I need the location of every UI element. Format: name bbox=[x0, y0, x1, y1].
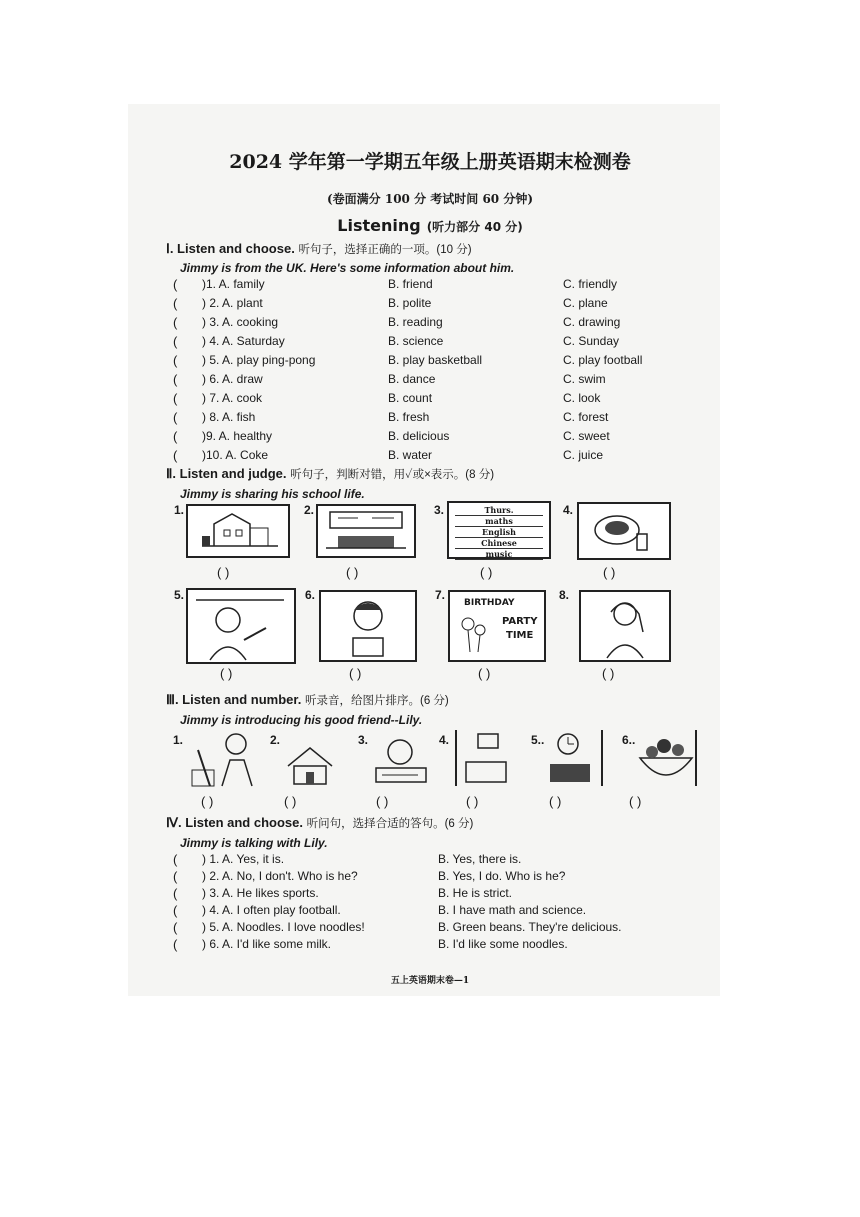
section-3-title: Ⅲ. Listen and number. bbox=[166, 692, 302, 707]
question-option-a: )9. A. healthy bbox=[202, 429, 273, 443]
question-option-c: C. sweet bbox=[563, 429, 610, 443]
answer-option-b: B. Green beans. They're delicious. bbox=[438, 920, 622, 934]
answer-bracket[interactable]: ( bbox=[173, 869, 178, 884]
answer-bracket[interactable]: ( bbox=[173, 937, 178, 952]
timetable-subject: English bbox=[455, 527, 543, 538]
question-option-b: B. fresh bbox=[388, 410, 430, 424]
girl-cleaning-icon bbox=[188, 730, 258, 788]
picture-boy-studying bbox=[368, 734, 434, 788]
picture-number: 2. bbox=[270, 733, 281, 747]
answer-bracket[interactable]: ( bbox=[173, 410, 178, 425]
section-3-instructions: 听录音，给图片排序。(6 分) bbox=[305, 695, 449, 707]
picture-birthday-poster bbox=[448, 590, 546, 662]
answer-bracket[interactable]: ( bbox=[173, 852, 178, 867]
section-4-intro: Jimmy is talking with Lily. bbox=[180, 836, 328, 850]
section-4-heading bbox=[166, 815, 473, 831]
timetable-subject: maths bbox=[455, 516, 543, 527]
section-2-instructions: 听句子，判断对错，用✓或×表示。(8 分) bbox=[290, 469, 495, 481]
question-option-b: B. dance bbox=[388, 372, 436, 386]
teacher-icon bbox=[188, 590, 294, 662]
timetable-day: Thurs. bbox=[455, 505, 543, 516]
section-1-title: Ⅰ. Listen and choose. bbox=[166, 241, 295, 256]
listening-heading bbox=[0, 216, 860, 235]
section-4-title: Ⅳ. Listen and choose. bbox=[166, 815, 303, 830]
picture-boy-reading bbox=[319, 590, 417, 662]
question-option-a: )10. A. Coke bbox=[202, 448, 269, 462]
picture-girl-playing bbox=[579, 590, 671, 662]
answer-bracket[interactable]: ( bbox=[173, 277, 178, 292]
question-option-a: )1. A. family bbox=[202, 277, 265, 291]
question-option-b: B. friend bbox=[388, 277, 433, 291]
picture-number: 5.. bbox=[531, 733, 545, 747]
question-option-c: C. forest bbox=[563, 410, 609, 424]
answer-bracket[interactable]: ( ) bbox=[549, 794, 562, 809]
answer-bracket[interactable]: ( ) bbox=[602, 666, 615, 681]
answer-option-b: B. Yes, there is. bbox=[438, 852, 522, 866]
section-3-heading bbox=[166, 692, 449, 708]
answer-bracket[interactable]: ( ) bbox=[376, 794, 389, 809]
picture-number: 4. bbox=[439, 733, 450, 747]
picture-number: 4. bbox=[563, 503, 574, 517]
picture-girl-cleaning bbox=[188, 730, 258, 788]
question-option-b: B. delicious bbox=[388, 429, 450, 443]
classroom-icon bbox=[318, 506, 414, 556]
answer-bracket[interactable]: ( bbox=[173, 920, 178, 935]
timetable-subject: Chinese bbox=[455, 538, 543, 549]
picture-number: 1. bbox=[173, 733, 184, 747]
question-option-a: ) 4. A. Saturday bbox=[202, 334, 285, 348]
answer-bracket[interactable]: ( bbox=[173, 372, 178, 387]
answer-option-a: ) 5. A. Noodles. I love noodles! bbox=[202, 920, 365, 934]
poster-text-birthday: BIRTHDAY bbox=[464, 598, 515, 608]
answer-bracket[interactable]: ( bbox=[173, 886, 178, 901]
timetable bbox=[449, 505, 549, 560]
poster-text-party: PARTY bbox=[502, 616, 538, 627]
answer-option-a: ) 3. A. He likes sports. bbox=[202, 886, 319, 900]
answer-option-b: B. I have math and science. bbox=[438, 903, 587, 917]
question-option-c: C. juice bbox=[563, 448, 604, 462]
section-3-intro: Jimmy is introducing his good friend--Lily. bbox=[180, 713, 423, 727]
picture-clock-desk bbox=[544, 728, 606, 788]
picture-food-plate bbox=[577, 502, 671, 560]
question-option-c: C. drawing bbox=[563, 315, 621, 329]
poster-text-time: TIME bbox=[506, 630, 534, 641]
balloons-icon bbox=[450, 592, 544, 660]
section-2-title: Ⅱ. Listen and judge. bbox=[166, 466, 287, 481]
house-icon bbox=[282, 740, 346, 788]
question-option-c: C. play football bbox=[563, 353, 643, 367]
question-option-a: ) 6. A. draw bbox=[202, 372, 263, 386]
answer-bracket[interactable]: ( bbox=[173, 315, 178, 330]
answer-option-b: B. I'd like some noodles. bbox=[438, 937, 568, 951]
question-option-b: B. reading bbox=[388, 315, 443, 329]
picture-timetable bbox=[447, 501, 551, 559]
question-option-c: C. plane bbox=[563, 296, 608, 310]
section-2-heading bbox=[166, 466, 494, 482]
timetable-subject: music bbox=[455, 549, 543, 560]
question-option-c: C. swim bbox=[563, 372, 606, 386]
picture-salad-bowl bbox=[634, 728, 698, 788]
picture-number: 8. bbox=[559, 588, 570, 602]
question-option-a: ) 2. A. plant bbox=[202, 296, 263, 310]
exam-subtitle: (卷面满分 100 分 考试时间 60 分钟) bbox=[327, 192, 533, 206]
answer-option-b: B. He is strict. bbox=[438, 886, 513, 900]
kitchen-icon bbox=[452, 728, 514, 788]
salad-bowl-icon bbox=[634, 728, 698, 788]
answer-option-a: ) 4. A. I often play football. bbox=[202, 903, 341, 917]
answer-bracket[interactable]: ( ) bbox=[466, 794, 479, 809]
page-footer: 五上英语期末卷—1 bbox=[390, 976, 470, 986]
answer-option-a: ) 2. A. No, I don't. Who is he? bbox=[202, 869, 358, 883]
listening-points: (听力部分 40 分) bbox=[426, 220, 523, 234]
answer-bracket[interactable]: ( ) bbox=[220, 666, 233, 681]
picture-kitchen bbox=[452, 728, 514, 788]
question-option-b: B. water bbox=[388, 448, 433, 462]
question-option-a: ) 3. A. cooking bbox=[202, 315, 279, 329]
picture-classroom bbox=[316, 504, 416, 558]
picture-number: 3. bbox=[434, 503, 445, 517]
question-option-c: C. Sunday bbox=[563, 334, 620, 348]
girl-playing-icon bbox=[581, 592, 669, 660]
listening-label: Listening bbox=[337, 216, 421, 235]
picture-teacher bbox=[186, 588, 296, 664]
answer-bracket[interactable]: ( bbox=[173, 353, 178, 368]
picture-house bbox=[282, 740, 346, 788]
section-1-intro: Jimmy is from the UK. Here's some information about him. bbox=[180, 261, 515, 275]
answer-bracket[interactable]: ( bbox=[173, 903, 178, 918]
answer-bracket[interactable]: ( bbox=[173, 296, 178, 311]
answer-bracket[interactable]: ( ) bbox=[284, 794, 297, 809]
section-2-intro: Jimmy is sharing his school life. bbox=[180, 487, 365, 501]
answer-bracket[interactable]: ( bbox=[173, 391, 178, 406]
answer-bracket[interactable]: ( ) bbox=[603, 565, 616, 580]
picture-number: 1. bbox=[174, 503, 185, 517]
answer-option-a: ) 6. A. I'd like some milk. bbox=[202, 937, 331, 951]
school-building-icon bbox=[188, 506, 288, 556]
question-option-b: B. polite bbox=[388, 296, 432, 310]
boy-studying-icon bbox=[368, 734, 434, 788]
picture-number: 2. bbox=[304, 503, 315, 517]
picture-number: 6.. bbox=[622, 733, 636, 747]
answer-bracket[interactable]: ( ) bbox=[349, 666, 362, 681]
picture-number: 5. bbox=[174, 588, 185, 602]
answer-option-b: B. Yes, I do. Who is he? bbox=[438, 869, 566, 883]
question-option-b: B. science bbox=[388, 334, 444, 348]
answer-bracket[interactable]: ( bbox=[173, 448, 178, 463]
section-1-heading bbox=[166, 241, 472, 257]
question-option-b: B. count bbox=[388, 391, 433, 405]
question-option-a: ) 8. A. fish bbox=[202, 410, 256, 424]
food-plate-icon bbox=[579, 504, 669, 558]
question-option-b: B. play basketball bbox=[388, 353, 483, 367]
question-option-a: ) 5. A. play ping-pong bbox=[202, 353, 316, 367]
answer-bracket[interactable]: ( ) bbox=[201, 794, 214, 809]
answer-bracket[interactable]: ( bbox=[173, 429, 178, 444]
picture-number: 6. bbox=[305, 588, 316, 602]
question-option-c: C. friendly bbox=[563, 277, 618, 291]
answer-bracket[interactable]: ( ) bbox=[217, 565, 230, 580]
clock-icon bbox=[544, 728, 606, 788]
picture-number: 3. bbox=[358, 733, 369, 747]
boy-reading-icon bbox=[321, 592, 415, 660]
section-4-instructions: 听问句，选择合适的答句。(6 分) bbox=[306, 818, 474, 830]
answer-option-a: ) 1. A. Yes, it is. bbox=[202, 852, 285, 866]
picture-number: 7. bbox=[435, 588, 446, 602]
exam-title: 2024 学年第一学期五年级上册英语期末检测卷 bbox=[229, 151, 631, 173]
question-option-a: ) 7. A. cook bbox=[202, 391, 263, 405]
answer-bracket[interactable]: ( ) bbox=[629, 794, 642, 809]
answer-bracket[interactable]: ( ) bbox=[478, 666, 491, 681]
section-1-instructions: 听句子，选择正确的一项。(10 分) bbox=[298, 244, 472, 256]
question-option-c: C. look bbox=[563, 391, 601, 405]
answer-bracket[interactable]: ( bbox=[173, 334, 178, 349]
answer-bracket[interactable]: ( ) bbox=[346, 565, 359, 580]
picture-school-building bbox=[186, 504, 290, 558]
answer-bracket[interactable]: ( ) bbox=[480, 565, 493, 580]
